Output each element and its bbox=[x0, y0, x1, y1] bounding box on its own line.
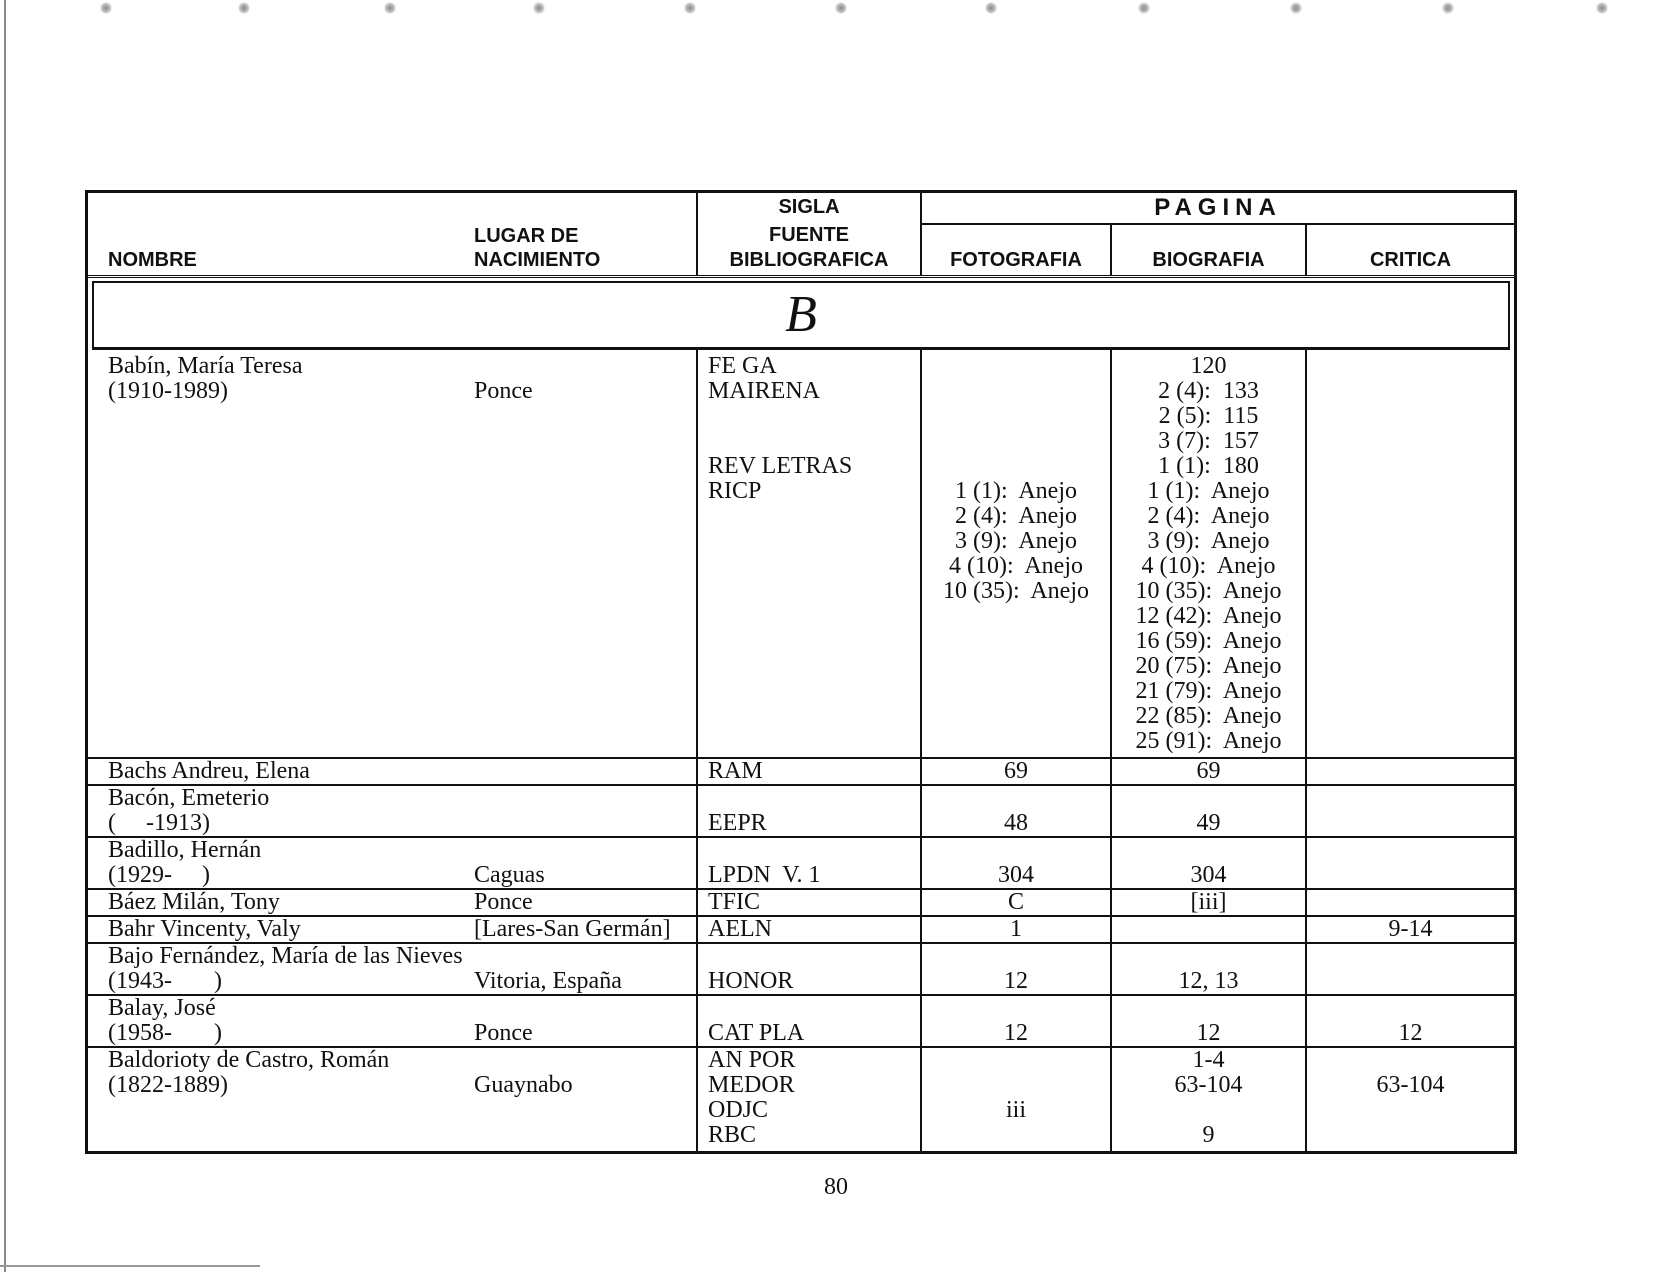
col-divider bbox=[696, 349, 698, 1154]
cell-nombre: Báez Milán, Tony bbox=[108, 889, 280, 915]
header-critica: CRITICA bbox=[1369, 249, 1452, 271]
row-divider bbox=[88, 915, 1514, 917]
cell-nombre: Bajo Fernández, María de las Nieves (1943- ) bbox=[108, 943, 463, 994]
cell-sigla: HONOR bbox=[708, 968, 794, 994]
binder-hole bbox=[533, 2, 545, 14]
cell-lugar: Caguas bbox=[474, 862, 545, 888]
cell-sigla: TFIC bbox=[708, 889, 761, 915]
cell-fotografia: C bbox=[1007, 889, 1024, 915]
page-number: 80 bbox=[824, 1174, 848, 1200]
cell-biografia: 12 bbox=[1196, 1020, 1221, 1046]
cell-lugar: Ponce bbox=[474, 889, 533, 915]
cell-lugar: Ponce bbox=[474, 1020, 533, 1046]
cell-critica: 63-104 bbox=[1376, 1072, 1445, 1098]
cell-biografia: 12, 13 bbox=[1178, 968, 1239, 994]
cell-nombre: Balay, José (1958- ) bbox=[108, 995, 222, 1046]
binder-hole bbox=[985, 2, 997, 14]
header-biografia: BIOGRAFIA bbox=[1152, 249, 1265, 271]
cell-nombre: Badillo, Hernán (1929- ) bbox=[108, 837, 262, 888]
header-fotografia: FOTOGRAFIA bbox=[950, 249, 1082, 271]
cell-nombre: Bachs Andreu, Elena bbox=[108, 758, 310, 784]
pagina-group-rule bbox=[920, 223, 1514, 225]
header-lugar-line1: LUGAR DE bbox=[474, 225, 579, 247]
cell-nombre: Bahr Vincenty, Valy bbox=[108, 916, 301, 942]
header-sigla-line2: FUENTE bbox=[769, 224, 849, 246]
cell-nombre: Babín, María Teresa (1910-1989) bbox=[108, 353, 303, 404]
cell-critica: 12 bbox=[1398, 1020, 1423, 1046]
cell-fotografia: 1 (1): Anejo 2 (4): Anejo 3 (9): Anejo 4 (10): Anejo 10 (35): Anejo bbox=[943, 478, 1089, 604]
section-band-box bbox=[92, 281, 1510, 350]
cell-sigla: EEPR bbox=[708, 810, 767, 836]
binder-hole bbox=[1596, 2, 1608, 14]
cell-sigla: AN POR MEDOR ODJC RBC bbox=[708, 1047, 796, 1148]
cell-nombre: Baldorioty de Castro, Román (1822-1889) bbox=[108, 1047, 390, 1098]
binder-hole bbox=[384, 2, 396, 14]
section-band bbox=[88, 275, 1514, 352]
cell-biografia: [iii] bbox=[1190, 889, 1227, 915]
cell-biografia: 120 2 (4): 133 2 (5): 115 3 (7): 157 1 (1): 180 1 (1): Anejo 2 (4): Anejo 3 (9): Anejo 4 (10): Anejo 10 (35): Anejo 12 (42): Anejo 16 (59): Anejo 20 (75): Anejo 21 (79): Anejo 22 (85): Anejo 25 (91): Anejo bbox=[1135, 353, 1282, 754]
cell-lugar: Guaynabo bbox=[474, 1072, 573, 1098]
page-left-edge bbox=[4, 0, 6, 1272]
header-pagina: PAGINA bbox=[1154, 194, 1282, 221]
cell-biografia: 304 bbox=[1190, 862, 1227, 888]
header-nombre: NOMBRE bbox=[108, 249, 197, 271]
cell-lugar: Vitoria, España bbox=[474, 968, 622, 994]
cell-sigla: RAM bbox=[708, 758, 763, 784]
cell-sigla: CAT PLA bbox=[708, 1020, 805, 1046]
cell-fotografia: 1 bbox=[1010, 916, 1022, 942]
binder-hole bbox=[1290, 2, 1302, 14]
cell-sigla: FE GA MAIRENA REV LETRAS RICP bbox=[708, 353, 853, 504]
cell-sigla: AELN bbox=[708, 916, 772, 942]
cell-lugar: Ponce bbox=[474, 378, 533, 404]
binder-hole bbox=[1442, 2, 1454, 14]
cell-sigla: LPDN V. 1 bbox=[708, 862, 821, 888]
cell-fotografia: 48 bbox=[1004, 810, 1028, 836]
cell-fotografia: 69 bbox=[1004, 758, 1028, 784]
binder-hole bbox=[1138, 2, 1150, 14]
header-sigla-line1: SIGLA bbox=[778, 196, 840, 218]
cell-fotografia: 12 bbox=[1004, 1020, 1028, 1046]
cell-biografia: 49 bbox=[1196, 810, 1221, 836]
binder-hole bbox=[835, 2, 847, 14]
cell-nombre: Bacón, Emeterio ( -1913) bbox=[108, 785, 270, 836]
cell-fotografia: 304 bbox=[998, 862, 1034, 888]
cell-fotografia: iii bbox=[1005, 1097, 1026, 1123]
author-index-table bbox=[85, 190, 1517, 1154]
binder-hole bbox=[684, 2, 696, 14]
cell-biografia: 69 bbox=[1196, 758, 1221, 784]
section-letter: B bbox=[785, 286, 817, 343]
cell-biografia: 1-4 63-104 9 bbox=[1174, 1047, 1243, 1148]
header-lugar-line2: NACIMIENTO bbox=[474, 249, 601, 271]
binder-hole bbox=[238, 2, 250, 14]
cell-critica: 9-14 bbox=[1388, 916, 1433, 942]
binder-hole bbox=[100, 2, 112, 14]
cell-lugar: [Lares-San Germán] bbox=[474, 916, 671, 942]
page-bottom-edge bbox=[0, 1265, 260, 1267]
cell-fotografia: 12 bbox=[1004, 968, 1028, 994]
header-sigla-line3: BIBLIOGRAFICA bbox=[729, 249, 889, 271]
